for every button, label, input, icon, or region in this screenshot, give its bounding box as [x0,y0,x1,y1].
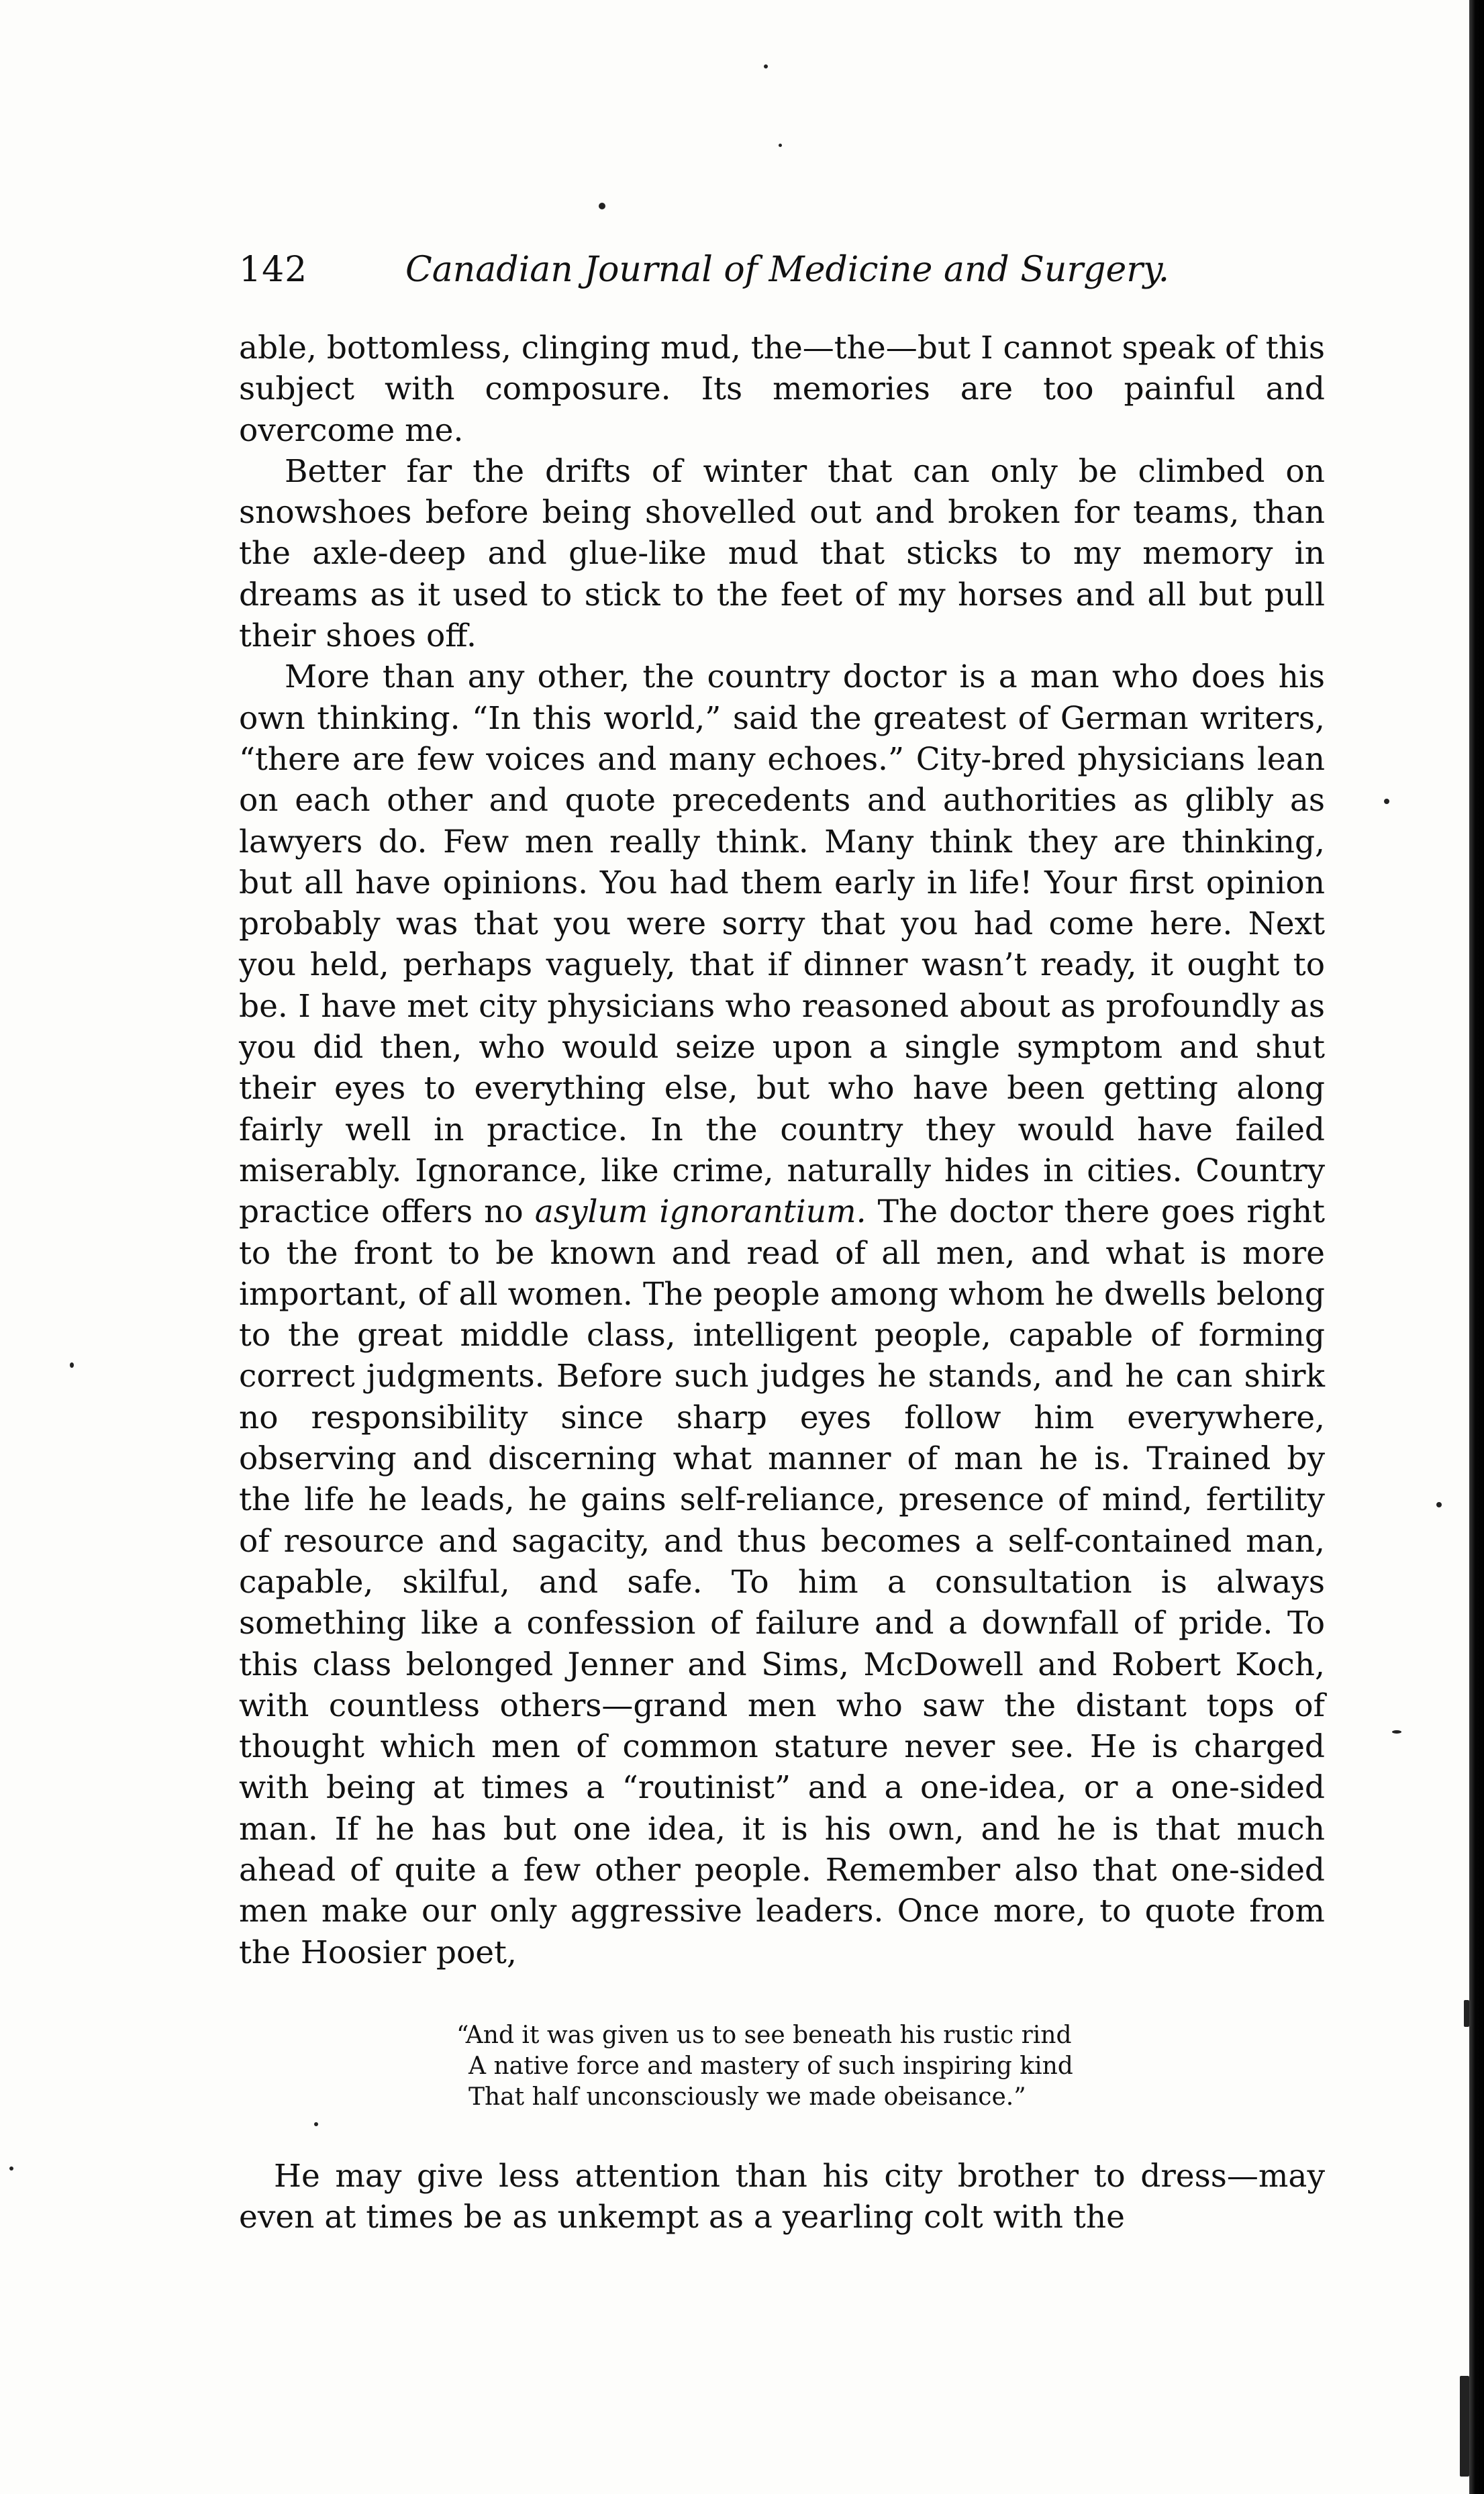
paragraph [239,328,1325,451]
text-run: able, bottomless, clinging mud, the—the—but I cannot speak of this subject with composure. Its memories are too painful and overcome me. [239,330,1325,449]
closing-paragraph [239,2156,1325,2238]
page-header [239,250,1205,298]
verse-quotation [456,2020,1262,2113]
print-speck [9,2166,13,2171]
binding-speck [1460,2376,1469,2477]
verse-line: That half unconsciously we made obeisance.” [468,2083,1026,2111]
italic-phrase: asylum ignorantium. [534,1193,867,1231]
print-speck [1436,1502,1442,1507]
print-speck [314,2122,318,2126]
text-run: More than any other, the country doctor is a man who does his own thinking. “In this world,” said the greatest of German writers, “there are few voices and many echoes.” City-bred physicians lean on each other and quote precedents and authorities as glibly as lawyers do. Few men really think. Many think they are thinking, but all have opinions. You had them early in life! Your first opinion probably was that you were sorry that you had come here. Next you held, perhaps vaguely, that if dinner wasn’t ready, it ought to be. I have met city physicians who reasoned about as profoundly as you did then, who would seize upon a single symptom and shut their eyes to everything else, but who have been getting along fairly well in practice. In the country they would have failed miserably. Ignorance, like crime, naturally hides in cities. Country practice offers no [239,658,1325,1231]
verse-line: A native force and mastery of such inspiring kind [468,2052,1073,2080]
running-head: Canadian Journal of Medicine and Surgery. [405,250,1170,290]
print-speck [764,64,768,68]
body-text [239,328,1325,1973]
print-speck [70,1362,74,1368]
page-number: 142 [239,250,308,290]
text-run: Better far the drifts of winter that can only be climbed on snowshoes before being shovelled out and broken for teams, than the axle-deep and glue-like mud that sticks to my memory in dreams as it used to stick to the feet of my horses and all but pull their shoes off. [239,452,1325,655]
binding-speck [1464,2000,1469,2027]
paragraph [239,656,1325,1973]
text-run: The doctor there goes right to the front to be known and read of all men, and what is more important, of all women. The people among whom he dwells belong to the great middle class, intelligent people, capable of forming correct judgments. Before such judges he stands, and he can shirk no responsibility since sharp eyes follow him everywhere, observing and discerning what manner of man he is. Trained by the life he leads, he gains self-reliance, presence of mind, fertility of resource and sagacity, and thus becomes a self-contained man, capable, skilful, and safe. To him a consultation is always something like a confession of failure and a downfall of pride. To this class belonged Jenner and Sims, McDowell and Robert Koch, with countless others—grand men who saw the distant tops of thought which men of common stature never see. He is charged with being at times a “routinist” and a one-idea, or a one-sided man. If he has but one idea, it is his own, and he is that much ahead of quite a few other people. Remember also that one-sided men make our only aggressive leaders. Once more, to quote from the Hoosier poet, [239,1193,1325,1971]
print-speck [1384,799,1389,804]
paragraph [239,451,1325,656]
print-speck [779,144,782,147]
binding-shadow [1469,0,1484,2494]
paragraph: He may give less attention than his city brother to dress—may even at times be as unkempt as a yearling colt with the [239,2158,1325,2236]
verse-line: “And it was given us to see beneath his rustic rind [456,2022,1072,2049]
print-speck [1392,1730,1401,1734]
print-speck [599,203,605,209]
